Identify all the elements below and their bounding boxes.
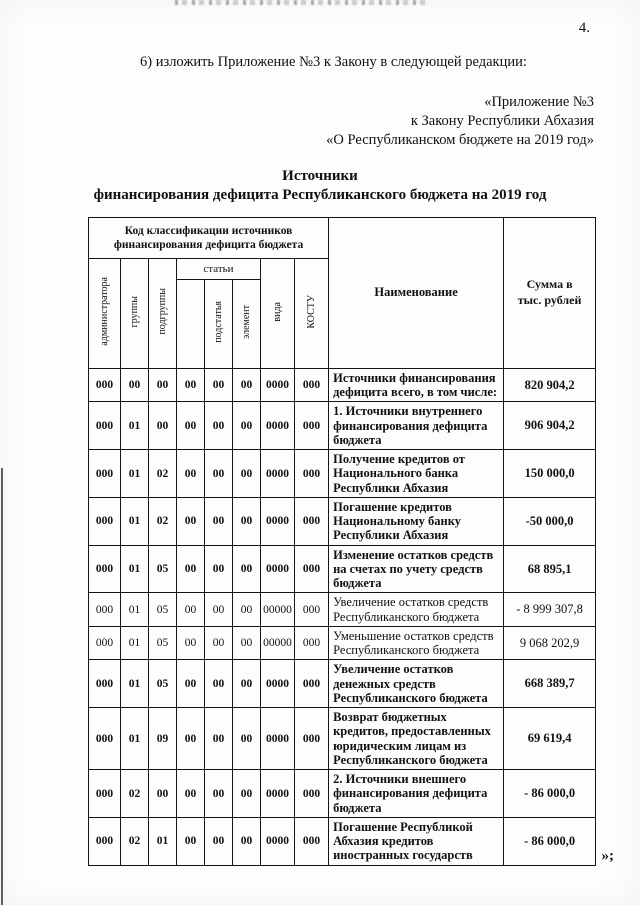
name-cell: Уменьшение остатков средств Республиканского бюджета	[329, 626, 504, 660]
table-row	[89, 368, 596, 402]
annex-line-3: «О Республиканском бюджете на 2019 год»	[326, 132, 594, 149]
col-header-administrator-label: администратора	[98, 277, 110, 346]
code-cell: 01	[149, 817, 177, 865]
sum-cell: 9 068 202,9	[504, 626, 596, 660]
name-column-header: Наименование	[329, 217, 504, 368]
code-cell: 00000	[261, 593, 295, 627]
code-cell: 00	[205, 368, 233, 402]
sum-cell: - 86 000,0	[504, 770, 596, 818]
name-cell: Получение кредитов от Национального банка Республики Абхазия	[329, 450, 504, 498]
code-cell: 000	[89, 402, 121, 450]
code-cell: 000	[89, 770, 121, 818]
code-cell: 000	[89, 545, 121, 593]
code-cell: 000	[295, 497, 329, 545]
code-cell: 00	[177, 626, 205, 660]
closing-quote: »;	[601, 847, 614, 864]
code-cell: 00	[233, 770, 261, 818]
code-cell: 00	[233, 402, 261, 450]
table-row	[89, 708, 596, 770]
code-cell: 000	[295, 593, 329, 627]
name-cell: Возврат бюджетных кредитов, предоставленных юридическим лицам из Республиканского бюджета	[329, 708, 504, 770]
code-cell: 00	[205, 817, 233, 865]
code-cell: 000	[89, 817, 121, 865]
name-cell: 2. Источники внешнего финансирования дефицита бюджета	[329, 770, 504, 818]
code-cell: 000	[295, 708, 329, 770]
code-cell: 00	[233, 817, 261, 865]
code-cell: 000	[89, 593, 121, 627]
code-cell: 01	[121, 626, 149, 660]
col-header-subarticle-label: подстатья	[212, 300, 224, 343]
sum-cell: 820 904,2	[504, 368, 596, 402]
code-cell: 05	[149, 593, 177, 627]
name-cell: Изменение остатков средств на счетах по учету средств бюджета	[329, 545, 504, 593]
code-cell: 000	[295, 626, 329, 660]
table-row	[89, 593, 596, 627]
code-cell: 0000	[261, 450, 295, 498]
code-cell: 00	[205, 660, 233, 708]
code-cell: 00	[205, 402, 233, 450]
col-header-group	[121, 258, 149, 368]
sum-cell: - 86 000,0	[504, 817, 596, 865]
code-cell: 000	[295, 660, 329, 708]
code-cell: 00	[205, 450, 233, 498]
code-cell: 00	[177, 497, 205, 545]
code-cell: 02	[149, 450, 177, 498]
code-cell: 01	[121, 545, 149, 593]
code-cell: 02	[149, 497, 177, 545]
code-cell: 00	[205, 770, 233, 818]
page-number: 4.	[578, 20, 590, 36]
code-cell: 00	[205, 708, 233, 770]
code-cell: 00	[177, 660, 205, 708]
sum-cell: 69 619,4	[504, 708, 596, 770]
code-cell: 0000	[261, 402, 295, 450]
code-cell: 000	[295, 817, 329, 865]
code-cell: 00	[177, 593, 205, 627]
sum-cell: 906 904,2	[504, 402, 596, 450]
articles-group-header: статьи	[177, 258, 261, 279]
intro-paragraph: 6) изложить Приложение №3 к Закону в следующей редакции:	[140, 54, 527, 70]
code-cell: 00	[205, 497, 233, 545]
code-cell: 00	[177, 817, 205, 865]
code-cell: 00	[205, 545, 233, 593]
col-header-vid-label: вида	[271, 301, 283, 322]
code-cell: 0000	[261, 660, 295, 708]
col-header-administrator	[89, 258, 121, 368]
code-cell: 00	[233, 626, 261, 660]
col-header-element-label: элемент	[240, 304, 252, 339]
code-cell: 00	[177, 708, 205, 770]
table-row	[89, 497, 596, 545]
code-cell: 01	[121, 402, 149, 450]
code-cell: 00	[177, 770, 205, 818]
code-cell: 000	[295, 450, 329, 498]
name-cell: 1. Источники внутреннего финансирования дефицита бюджета	[329, 402, 504, 450]
code-cell: 01	[121, 708, 149, 770]
col-header-kostu	[295, 258, 329, 368]
code-cell: 0000	[261, 497, 295, 545]
header-row-code-group	[89, 217, 596, 258]
code-cell: 00	[233, 593, 261, 627]
annex-line-1: «Приложение №3	[484, 94, 594, 110]
code-cell: 00	[233, 450, 261, 498]
col-header-group-label: группы	[128, 295, 140, 328]
table-title-line-2: финансирования дефицита Республиканского бюджета на 2019 год	[93, 187, 547, 204]
table-header	[89, 217, 596, 368]
col-header-subgroup	[149, 258, 177, 368]
code-cell: 00	[233, 497, 261, 545]
code-cell: 01	[121, 497, 149, 545]
code-cell: 000	[295, 545, 329, 593]
col-header-subgroup-label: подгруппы	[156, 288, 168, 335]
code-cell: 0000	[261, 368, 295, 402]
col-header-element	[233, 279, 261, 368]
code-cell: 000	[89, 660, 121, 708]
sum-cell: 150 000,0	[504, 450, 596, 498]
code-cell: 01	[121, 660, 149, 708]
code-cell: 0000	[261, 708, 295, 770]
code-cell: 00	[177, 402, 205, 450]
col-header-kostu-label: КОСТУ	[305, 294, 317, 329]
code-cell: 00	[177, 368, 205, 402]
table-title-line-1: Источники	[282, 168, 358, 185]
table-row	[89, 402, 596, 450]
code-cell: 01	[121, 593, 149, 627]
code-cell: 09	[149, 708, 177, 770]
table-title	[0, 167, 640, 205]
code-cell: 02	[121, 817, 149, 865]
code-cell: 000	[295, 402, 329, 450]
table-row	[89, 545, 596, 593]
table-row	[89, 660, 596, 708]
code-cell: 05	[149, 660, 177, 708]
name-cell: Увеличение остатков денежных средств Республиканского бюджета	[329, 660, 504, 708]
code-cell: 05	[149, 626, 177, 660]
code-cell: 05	[149, 545, 177, 593]
scan-artifact-left-edge	[1, 468, 3, 905]
table-row	[89, 626, 596, 660]
code-cell: 0000	[261, 545, 295, 593]
col-header-subarticle	[205, 279, 233, 368]
code-cell: 000	[89, 626, 121, 660]
name-cell: Источники финансирования дефицита всего, в том числе:	[329, 368, 504, 402]
code-cell: 00	[205, 626, 233, 660]
code-cell: 00	[205, 593, 233, 627]
sum-column-header: Сумма в тыс. рублей	[504, 217, 596, 368]
code-cell: 00	[149, 402, 177, 450]
code-cell: 01	[121, 450, 149, 498]
code-cell: 02	[121, 770, 149, 818]
code-cell: 0000	[261, 770, 295, 818]
code-cell: 000	[295, 770, 329, 818]
code-cell: 00	[233, 545, 261, 593]
code-classification-header: Код классификации источников финансирования дефицита бюджета	[89, 217, 329, 258]
name-cell: Погашение кредитов Национальному банку Республики Абхазия	[329, 497, 504, 545]
table-row	[89, 770, 596, 818]
code-cell: 00	[233, 660, 261, 708]
code-cell: 00	[149, 770, 177, 818]
code-cell: 00	[121, 368, 149, 402]
code-cell: 000	[89, 450, 121, 498]
sum-cell: -50 000,0	[504, 497, 596, 545]
sum-cell: 68 895,1	[504, 545, 596, 593]
budget-table	[88, 217, 596, 866]
code-cell: 000	[295, 368, 329, 402]
col-header-article	[177, 279, 205, 368]
name-cell: Увеличение остатков средств Республиканского бюджета	[329, 593, 504, 627]
table-row	[89, 450, 596, 498]
annex-reference	[0, 93, 640, 150]
code-cell: 00	[177, 545, 205, 593]
name-cell: Погашение Республикой Абхазия кредитов иностранных государств	[329, 817, 504, 865]
table-body	[89, 368, 596, 865]
code-cell: 00	[149, 368, 177, 402]
scan-artifact-top	[175, 0, 430, 5]
code-cell: 000	[89, 368, 121, 402]
code-cell: 00	[177, 450, 205, 498]
code-cell: 000	[89, 708, 121, 770]
code-cell: 000	[89, 497, 121, 545]
code-cell: 0000	[261, 817, 295, 865]
code-cell: 00	[233, 708, 261, 770]
code-cell: 00	[233, 368, 261, 402]
code-cell: 00000	[261, 626, 295, 660]
col-header-vid	[261, 258, 295, 368]
sum-cell: - 8 999 307,8	[504, 593, 596, 627]
annex-line-2: к Закону Республики Абхазия	[410, 113, 594, 130]
sum-cell: 668 389,7	[504, 660, 596, 708]
